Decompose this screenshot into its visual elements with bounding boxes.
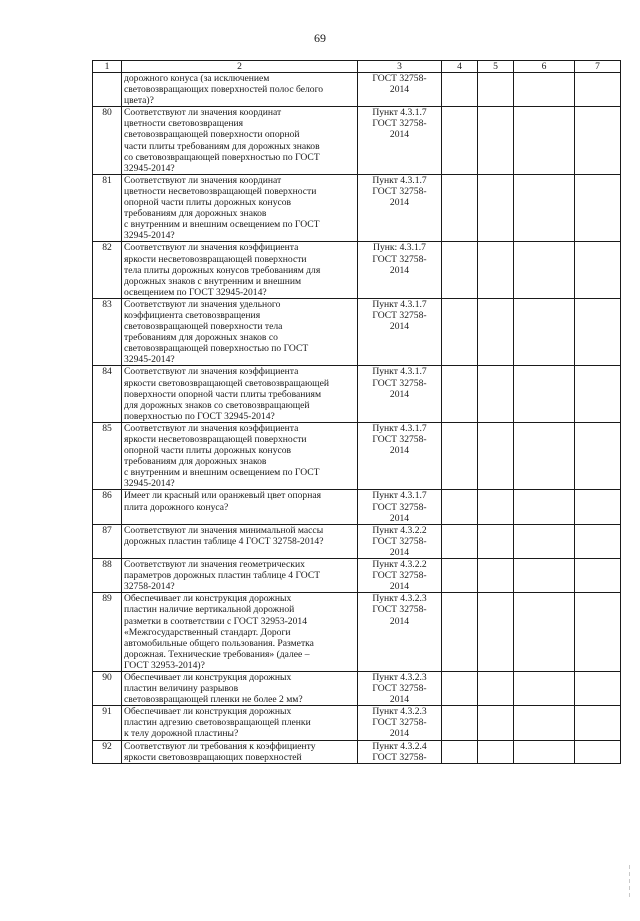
question-line: цвета)?: [124, 95, 154, 107]
reference-line: Пункт 4.3.2.3: [372, 671, 427, 683]
table-row: [93, 593, 621, 672]
answer-cell-col-4[interactable]: [442, 740, 478, 763]
question-line: дорожного конуса (за исключением: [124, 73, 270, 84]
answer-cell-col-7[interactable]: [575, 107, 621, 175]
reference-line: ГОСТ 32758-: [372, 683, 427, 695]
question-cell: [122, 593, 358, 672]
reference-line: Пункт 4.3.2.2: [372, 524, 427, 536]
reference-line: Пункт 4.3.1.7: [372, 490, 427, 502]
answer-cell-col-4[interactable]: [442, 107, 478, 175]
table-row: [93, 524, 621, 558]
question-cell: [122, 107, 358, 175]
answer-cell-col-6[interactable]: [514, 242, 575, 298]
question-cell: [122, 242, 358, 298]
answer-cell-col-5[interactable]: [478, 559, 514, 593]
answer-cell-col-6[interactable]: [514, 671, 575, 705]
question-line: тела плиты дорожных конусов требованиям для: [124, 264, 321, 276]
reference-line: ГОСТ 32758-: [372, 604, 427, 616]
reference-line: ГОСТ 32758-: [372, 73, 427, 84]
answer-cell-col-6[interactable]: [514, 593, 575, 672]
table-row: [93, 73, 621, 107]
reference-cell: [358, 107, 442, 175]
col-header-4: 4: [442, 61, 478, 73]
reference-line: ГОСТ 32758-: [372, 434, 427, 445]
reference-cell: [358, 593, 442, 672]
col-header-6: 6: [514, 61, 575, 73]
question-line: Имеет ли красный или оранжевый цвет опорная: [124, 490, 322, 502]
question-line: дорожная. Технические требования» (далее –: [124, 648, 310, 660]
question-line: Соответствуют ли значения минимальной массы: [124, 524, 324, 536]
answer-cell-col-4[interactable]: [442, 366, 478, 422]
reference-line: ГОСТ 32758-: [372, 751, 427, 763]
answer-cell-col-4[interactable]: [442, 706, 478, 740]
question-cell: [122, 73, 358, 107]
question-line: 32945-2014?: [124, 478, 175, 490]
row-number: 84: [93, 366, 122, 422]
answer-cell-col-4[interactable]: [442, 174, 478, 242]
answer-cell-col-6[interactable]: [514, 490, 575, 524]
question-line: требованиям для дорожных знаков: [124, 456, 267, 468]
checklist-table: [92, 60, 621, 764]
question-line: требованиям для дорожных знаков со: [124, 332, 278, 344]
answer-cell-col-7[interactable]: [575, 174, 621, 242]
answer-cell-col-4[interactable]: [442, 559, 478, 593]
question-line: цветности световозвращения: [124, 118, 244, 130]
answer-cell-col-5[interactable]: [478, 593, 514, 672]
question-line: пластин адгезию световозвращающей пленки: [124, 717, 311, 729]
answer-cell-col-6[interactable]: [514, 107, 575, 175]
question-line: с внутренним и внешним освещением по ГОСТ: [124, 467, 320, 479]
reference-cell: [358, 366, 442, 422]
row-number: 85: [93, 422, 122, 490]
reference-line: ГОСТ 32758-: [372, 535, 427, 547]
answer-cell-col-4[interactable]: [442, 490, 478, 524]
reference-cell: [358, 298, 442, 366]
answer-cell-col-7[interactable]: [575, 242, 621, 298]
question-cell: [122, 174, 358, 242]
answer-cell-col-6[interactable]: [514, 524, 575, 558]
row-number: 81: [93, 174, 122, 242]
question-cell: [122, 671, 358, 705]
answer-cell-col-6[interactable]: [514, 559, 575, 593]
answer-cell-col-5[interactable]: [478, 671, 514, 705]
question-line: дорожных пластин таблице 4 ГОСТ 32758-2014?: [124, 535, 324, 547]
question-line: Обеспечивает ли конструкция дорожных: [124, 593, 292, 605]
row-number: 88: [93, 559, 122, 593]
reference-line: Пункт 4.3.1.7: [372, 107, 427, 119]
scan-artifact-marks: [627, 862, 633, 912]
question-line: опорной части плиты дорожных конусов: [124, 445, 292, 457]
table-row: [93, 706, 621, 740]
question-line: требованиям для дорожных знаков: [124, 208, 267, 220]
table-row: [93, 740, 621, 763]
reference-line: Пункт 4.3.2.4: [372, 740, 427, 752]
reference-line: ГОСТ 32758-: [372, 185, 427, 197]
reference-line: ГОСТ 32758-: [372, 570, 427, 582]
question-line: пластин наличие вертикальной дорожной: [124, 604, 295, 616]
answer-cell-col-4[interactable]: [442, 242, 478, 298]
reference-cell: [358, 174, 442, 242]
question-line: световозвращающей поверхности опорной: [124, 129, 300, 141]
question-line: 32945-2014?: [124, 230, 175, 242]
reference-cell: [358, 73, 442, 107]
reference-line: 2014: [389, 264, 410, 276]
answer-cell-col-5[interactable]: [478, 107, 514, 175]
question-line: плита дорожного конуса?: [124, 501, 229, 513]
reference-line: ГОСТ 32758-: [372, 309, 427, 321]
question-line: Соответствуют ли значения геометрических: [124, 559, 305, 571]
answer-cell-col-4[interactable]: [442, 524, 478, 558]
table-row: [93, 366, 621, 422]
question-line: 32945-2014?: [124, 354, 175, 366]
question-cell: [122, 740, 358, 763]
reference-line: Пункт 4.3.2.3: [372, 593, 427, 605]
question-line: яркости световозвращающих поверхностей: [124, 751, 302, 763]
table-row: [93, 242, 621, 298]
row-number: 91: [93, 706, 122, 740]
question-line: 32945-2014?: [124, 162, 175, 174]
question-cell: [122, 706, 358, 740]
reference-line: 2014: [389, 694, 410, 706]
answer-cell-col-7[interactable]: [575, 524, 621, 558]
question-line: Обеспечивает ли конструкция дорожных: [124, 706, 292, 718]
row-number: 89: [93, 593, 122, 672]
answer-cell-col-6[interactable]: [514, 366, 575, 422]
question-line: Соответствуют ли значения координат: [124, 107, 282, 119]
question-line: световозвращающей пленки не более 2 мм?: [124, 694, 303, 706]
row-number: 86: [93, 490, 122, 524]
row-number: 87: [93, 524, 122, 558]
answer-cell-col-7[interactable]: [575, 671, 621, 705]
question-line: яркости световозвращающей световозвращающей: [124, 377, 329, 389]
answer-cell-col-6[interactable]: [514, 740, 575, 763]
answer-cell-col-6[interactable]: [514, 298, 575, 366]
answer-cell-col-5[interactable]: [478, 524, 514, 558]
answer-cell-col-7[interactable]: [575, 298, 621, 366]
question-line: световозвращающей поверхностью по ГОСТ: [124, 343, 309, 355]
reference-line: Пункт 4.3.2.2: [372, 559, 427, 571]
reference-cell: [358, 490, 442, 524]
question-line: с внутренним и внешним освещением по ГОСТ: [124, 219, 320, 231]
reference-line: ГОСТ 32758-: [372, 717, 427, 729]
answer-cell-col-5[interactable]: [478, 490, 514, 524]
reference-cell: [358, 559, 442, 593]
answer-cell-col-7[interactable]: [575, 366, 621, 422]
question-cell: [122, 422, 358, 490]
reference-line: 2014: [389, 546, 410, 558]
col-header-5: 5: [478, 61, 514, 73]
question-line: опорной части плиты дорожных конусов: [124, 197, 292, 209]
answer-cell-col-5[interactable]: [478, 366, 514, 422]
question-line: для дорожных знаков со световозвращающей: [124, 399, 310, 411]
question-cell: [122, 298, 358, 366]
reference-line: 2014: [389, 388, 410, 400]
row-number: 83: [93, 298, 122, 366]
answer-cell-col-5[interactable]: [478, 422, 514, 490]
answer-cell-col-7[interactable]: [575, 73, 621, 107]
reference-line: ГОСТ 32758-: [372, 253, 427, 265]
question-line: Соответствуют ли значения координат: [124, 174, 282, 186]
answer-cell-col-5[interactable]: [478, 73, 514, 107]
answer-cell-col-5[interactable]: [478, 706, 514, 740]
answer-cell-col-4[interactable]: [442, 422, 478, 490]
table-row: [93, 422, 621, 490]
question-line: цветности несветовозвращающей поверхности: [124, 185, 317, 197]
question-line: Соответствуют ли значения коэффициента: [124, 422, 299, 434]
question-line: световозвращающих поверхностей полос белого: [124, 84, 324, 96]
answer-cell-col-4[interactable]: [442, 593, 478, 672]
reference-line: 2014: [389, 728, 410, 740]
answer-cell-col-4[interactable]: [442, 298, 478, 366]
question-line: параметров дорожных пластин таблице 4 ГОСТ: [124, 570, 321, 582]
question-line: Соответствуют ли значения коэффициента: [124, 242, 299, 254]
table-row: [93, 107, 621, 175]
answer-cell-col-7[interactable]: [575, 706, 621, 740]
question-line: Обеспечивает ли конструкция дорожных: [124, 671, 292, 683]
row-number: 92: [93, 740, 122, 763]
reference-cell: [358, 671, 442, 705]
answer-cell-col-5[interactable]: [478, 242, 514, 298]
reference-line: Пункт 4.3.2.3: [372, 706, 427, 718]
reference-line: ГОСТ 32758-: [372, 501, 427, 513]
row-number: [93, 73, 122, 107]
answer-cell-col-7[interactable]: [575, 559, 621, 593]
question-line: Соответствуют ли значения коэффициента: [124, 366, 299, 378]
question-cell: [122, 559, 358, 593]
question-cell: [122, 366, 358, 422]
answer-cell-col-6[interactable]: [514, 73, 575, 107]
reference-line: 2014: [389, 197, 410, 209]
question-line: Соответствуют ли значения удельного: [124, 298, 281, 310]
reference-line: ГОСТ 32758-: [372, 377, 427, 389]
answer-cell-col-7[interactable]: [575, 422, 621, 490]
question-line: со световозвращающей поверхностью по ГОСТ: [124, 151, 320, 163]
answer-cell-col-7[interactable]: [575, 740, 621, 763]
reference-line: 2014: [389, 84, 410, 96]
question-line: дорожных знаков с внутренним и внешним: [124, 275, 302, 287]
answer-cell-col-5[interactable]: [478, 740, 514, 763]
row-number: 80: [93, 107, 122, 175]
reference-line: Пункт 4.3.1.7: [372, 366, 427, 378]
answer-cell-col-4[interactable]: [442, 671, 478, 705]
question-line: 32758-2014?: [124, 581, 175, 593]
table-row: [93, 671, 621, 705]
reference-line: 2014: [389, 129, 410, 141]
question-line: яркости несветовозвращающей поверхности: [124, 434, 307, 445]
reference-cell: [358, 740, 442, 763]
reference-line: 2014: [389, 581, 410, 593]
answer-cell-col-4[interactable]: [442, 73, 478, 107]
question-line: разметки в соответствии с ГОСТ 32953-2014: [124, 615, 307, 627]
question-line: части плиты требованиям для дорожных знаков: [124, 140, 320, 152]
reference-line: Пунк: 4.3.1.7: [373, 242, 426, 254]
col-header-7: 7: [575, 61, 621, 73]
question-line: световозвращающей поверхности тела: [124, 321, 283, 333]
reference-cell: [358, 242, 442, 298]
answer-cell-col-6[interactable]: [514, 422, 575, 490]
row-number: 90: [93, 671, 122, 705]
answer-cell-col-6[interactable]: [514, 706, 575, 740]
table-row: [93, 559, 621, 593]
answer-cell-col-5[interactable]: [478, 174, 514, 242]
reference-line: ГОСТ 32758-: [372, 118, 427, 130]
question-line: Соответствуют ли требования к коэффициенту: [124, 740, 316, 752]
answer-cell-col-7[interactable]: [575, 593, 621, 672]
question-line: поверхностью по ГОСТ 32945-2014?: [124, 410, 275, 422]
question-cell: [122, 524, 358, 558]
col-header-2: 2: [122, 61, 358, 73]
question-cell: [122, 490, 358, 524]
reference-cell: [358, 524, 442, 558]
question-line: яркости несветовозвращающей поверхности: [124, 253, 307, 265]
table-row: [93, 298, 621, 366]
col-header-1: 1: [93, 61, 122, 73]
page-number: 69: [314, 31, 326, 45]
reference-line: Пункт 4.3.1.7: [372, 298, 427, 310]
answer-cell-col-7[interactable]: [575, 490, 621, 524]
question-line: «Межгосударственный стандарт. Дороги: [124, 626, 291, 638]
question-line: поверхности опорной части плиты требованиям: [124, 388, 322, 400]
reference-cell: [358, 422, 442, 490]
col-header-3: 3: [358, 61, 442, 73]
reference-line: 2014: [389, 615, 410, 627]
reference-cell: [358, 706, 442, 740]
question-line: автомобильные общего пользования. Разметка: [124, 637, 314, 649]
reference-line: 2014: [389, 512, 410, 524]
reference-line: Пункт 4.3.1.7: [372, 422, 427, 434]
question-line: пластин величину разрывов: [124, 683, 239, 695]
table-row: [93, 174, 621, 242]
reference-line: 2014: [389, 445, 410, 457]
question-line: к телу дорожной пластины?: [124, 728, 239, 740]
answer-cell-col-6[interactable]: [514, 174, 575, 242]
row-number: 82: [93, 242, 122, 298]
header-row: [93, 61, 621, 73]
table-row: [93, 490, 621, 524]
question-line: ГОСТ 32953-2014)?: [124, 659, 205, 671]
question-line: освещением по ГОСТ 32945-2014?: [124, 286, 267, 298]
reference-line: Пункт 4.3.1.7: [372, 174, 427, 186]
reference-line: 2014: [389, 321, 410, 333]
question-line: коэффициента световозвращения: [124, 309, 261, 321]
answer-cell-col-5[interactable]: [478, 298, 514, 366]
